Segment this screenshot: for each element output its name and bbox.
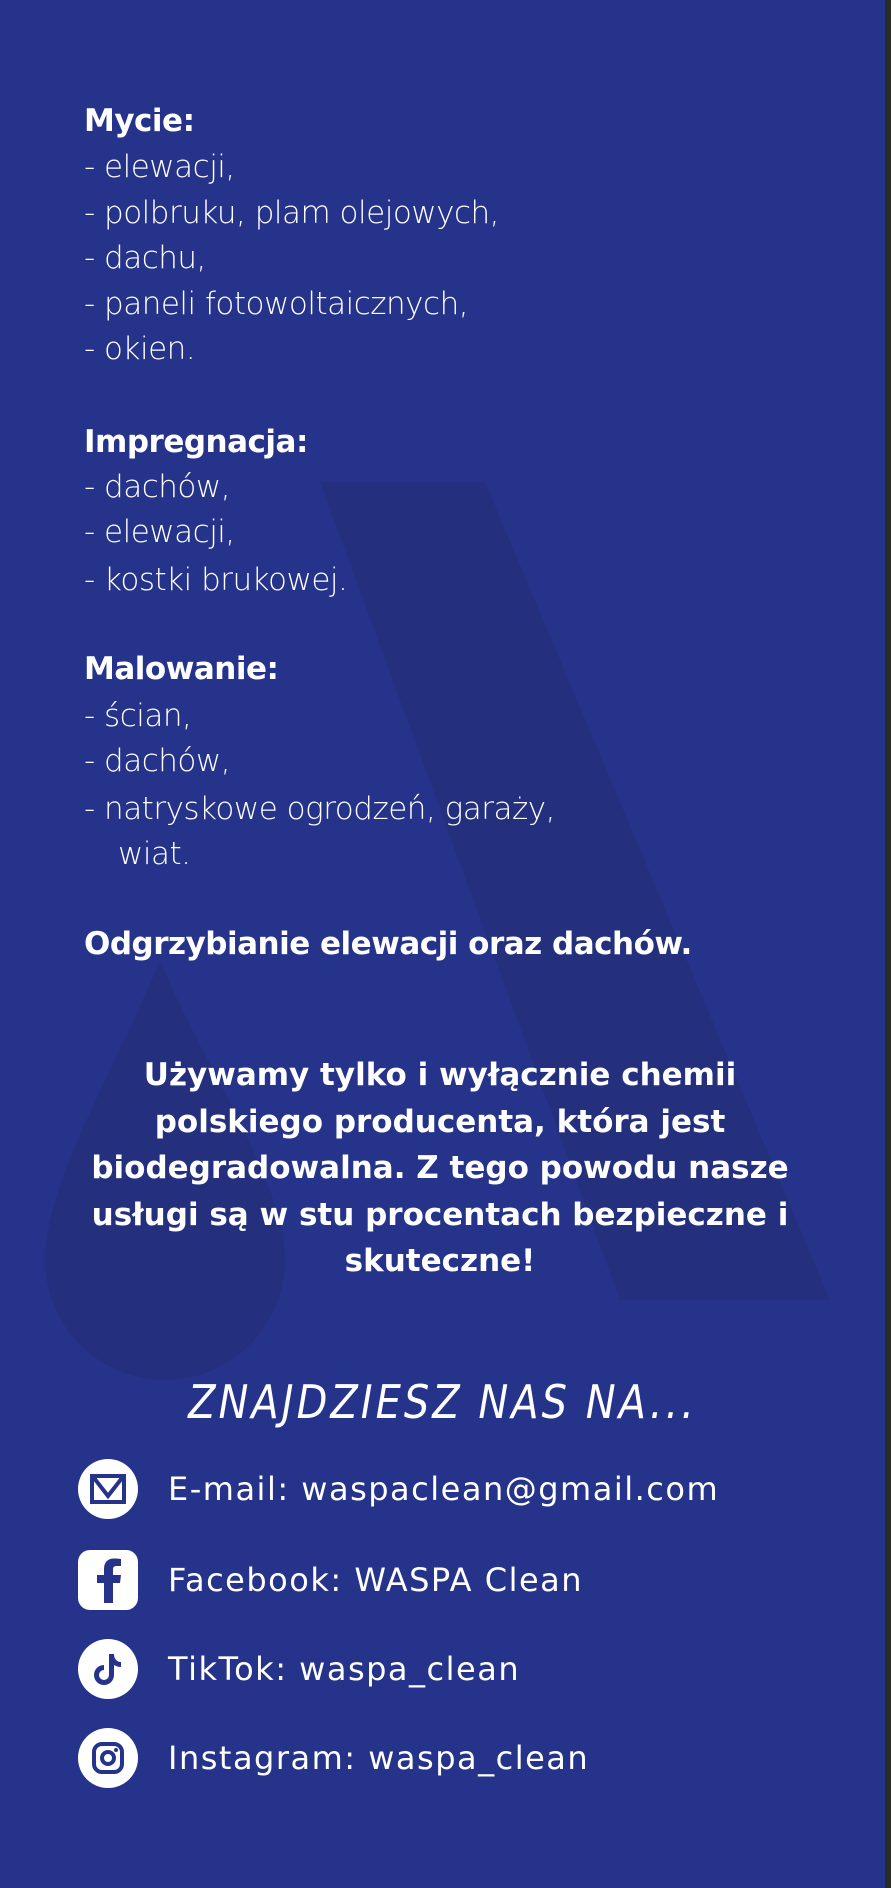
tiktok-text: TikTok: waspa_clean: [168, 1650, 521, 1688]
list-item: - dachów,: [84, 743, 231, 779]
impregnation-heading: Impregnacja:: [84, 424, 308, 460]
tiktok-icon: [78, 1639, 138, 1699]
contact-email[interactable]: [78, 1458, 719, 1520]
list-item: - ścian,: [84, 698, 192, 734]
facebook-icon: [78, 1550, 138, 1610]
washing-heading: Mycie:: [84, 103, 195, 139]
list-item: - okien.: [84, 331, 196, 367]
contact-instagram[interactable]: [78, 1727, 589, 1789]
instagram-text: Instagram: waspa_clean: [168, 1739, 590, 1777]
email-icon: [78, 1459, 138, 1519]
facebook-text: Facebook: WASPA Clean: [168, 1561, 584, 1599]
list-item: - dachów,: [84, 469, 231, 505]
list-item: - natryskowe ogrodzeń, garaży,: [84, 791, 555, 827]
email-text: E-mail: waspaclean@gmail.com: [168, 1470, 720, 1508]
contact-facebook[interactable]: [78, 1549, 583, 1611]
contact-tiktok[interactable]: [78, 1638, 520, 1700]
painting-heading: Malowanie:: [84, 651, 279, 687]
contact-heading: ZNAJDZIESZ NAS NA...: [188, 1376, 697, 1430]
fungus-removal: Odgrzybianie elewacji oraz dachów.: [84, 926, 692, 962]
list-item: - polbruku, plam olejowych,: [84, 195, 500, 231]
statement: Używamy tylko i wyłącznie chemii polskiego producenta, która jest biodegradowalna. Z tego powodu nasze usługi są w stu procentach bezpieczne i skuteczne!: [91, 1057, 789, 1279]
list-item: - dachu,: [84, 240, 206, 276]
list-item: - elewacji,: [84, 149, 235, 185]
list-item: - elewacji,: [84, 514, 235, 550]
instagram-icon: [78, 1728, 138, 1788]
list-item: - kostki brukowej.: [84, 562, 348, 598]
list-item: - paneli fotowoltaicznych,: [84, 286, 469, 322]
list-item: wiat.: [118, 836, 191, 872]
